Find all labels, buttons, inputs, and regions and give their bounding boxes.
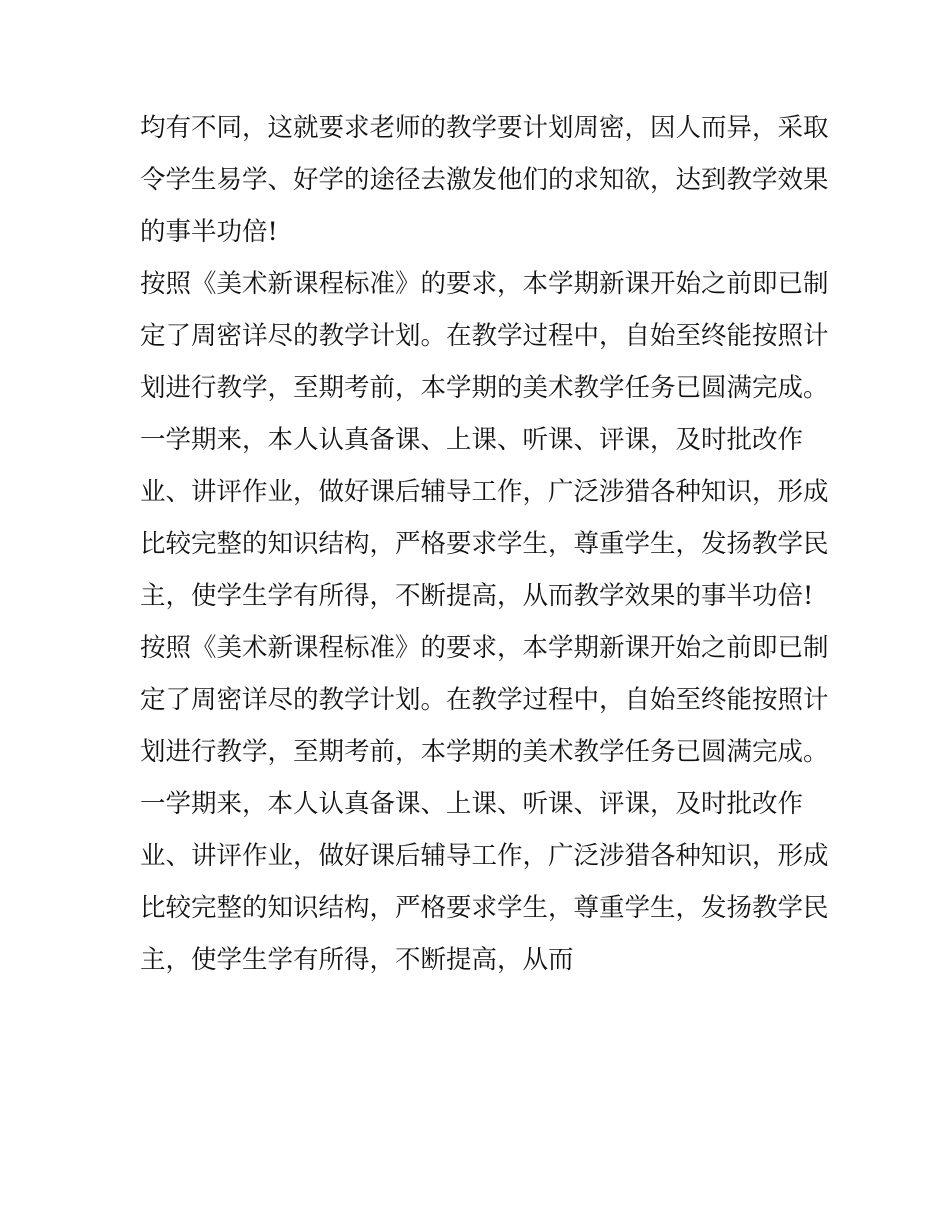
text-line: 按照《美术新课程标准》的要求，本学期新课开始之前即已制 [140,269,829,299]
text-line: 主，使学生学有所得，不断提高，从而教学效果的事半功倍! [140,581,814,611]
text-line: 令学生易学、好学的途径去激发他们的求知欲，达到教学效果 [140,165,829,195]
text-line: 比较完整的知识结构，严格要求学生，尊重学生，发扬教学民 [140,893,829,923]
text-line: 划进行教学，至期考前，本学期的美术教学任务已圆满完成。 [140,737,829,767]
text-line: 比较完整的知识结构，严格要求学生，尊重学生，发扬教学民 [140,529,829,559]
body-text [140,102,830,986]
text-line: 划进行教学，至期考前，本学期的美术教学任务已圆满完成。 [140,373,829,403]
text-line: 定了周密详尽的教学计划。在教学过程中，自始至终能按照计 [140,685,829,715]
text-line: 均有不同，这就要求老师的教学要计划周密，因人而异，采取 [140,113,829,143]
text-line: 一学期来，本人认真备课、上课、听课、评课，及时批改作 [140,425,804,455]
text-line: 业、讲评作业，做好课后辅导工作，广泛涉猎各种知识，形成 [140,841,829,871]
text-line: 业、讲评作业，做好课后辅导工作，广泛涉猎各种知识，形成 [140,477,829,507]
text-line: 主，使学生学有所得，不断提高，从而 [140,945,574,975]
text-line: 一学期来，本人认真备课、上课、听课、评课，及时批改作 [140,789,804,819]
text-line: 按照《美术新课程标准》的要求，本学期新课开始之前即已制 [140,633,829,663]
text-line: 的事半功倍! [140,217,278,247]
text-line: 定了周密详尽的教学计划。在教学过程中，自始至终能按照计 [140,321,829,351]
